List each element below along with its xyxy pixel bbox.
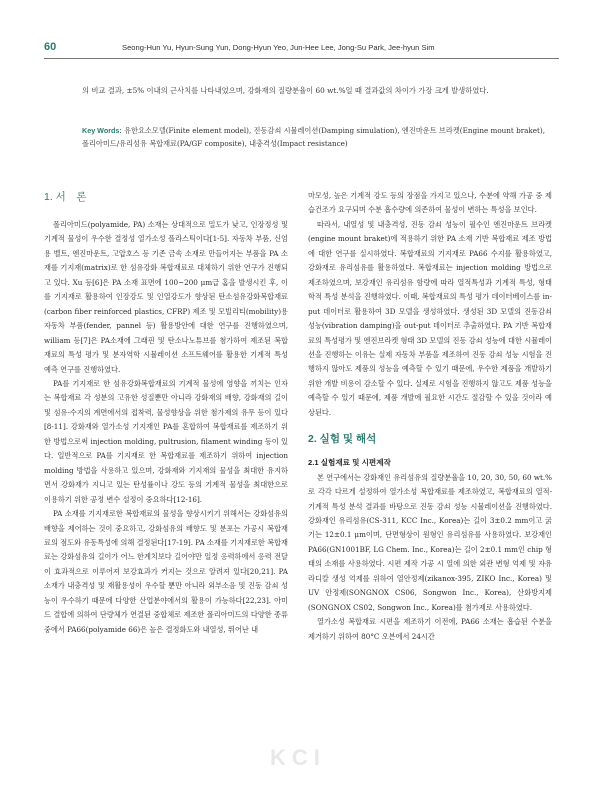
section-2-paragraph-1: 본 연구에서는 강화재인 유리섬유의 질량분율을 10, 20, 30, 50, 60 wt.%로 각각 다르게 설정하여 열가소성 복합재료를 제조하였고, 복합재료의 열적-기계적 특성 분석 결과를 바탕으로 진동 감쇠 성능 시뮬레이션을 진행하였다. 강화재인 유리섬유(CS-311, KCC Inc., Korea)는 길이 3±0.2 mm이고 굵기는 12±0.1 μm이며, 단면형상이 원형인 유리섬유를 사용하였다. 보강재인 PA66(GN1001BF, LG Chem. Inc., Korea)는 길이 2±0.1 mm인 chip 형태의 소재를 사용하였다. 시편 제작 가공 시 열에 의한 외관 변형 억제 및 자유라디칼 생성 억제를 위하여 열안정제(zikanox-395, ZIKO Inc., Korea) 및 UV 안정제(SONGNOX CS06, Songwon Inc., Korea), 산화방지제(SONGNOX CS02, Songwon Inc., Korea)를 첨가제로 사용하였다.: [308, 472, 552, 612]
subsection-2-1-title: 2.1 실험재료 및 시편제작: [308, 458, 391, 468]
abstract-tail: 의 비교 결과, ±5% 이내의 근사치를 나타내었으며, 강화재의 질량분율이 60 wt.%일 때 결과값의 차이가 가장 크게 발생하였다.: [82, 86, 489, 95]
section-1-title: 1. 서 론: [44, 191, 87, 203]
section-1-paragraph-2: PA를 기지재로 한 섬유강화복합재료의 기계적 물성에 영향을 끼치는 인자는 복합재료 각 성분의 고유한 성질뿐만 아니라 강화재의 배향, 강화재의 길이 및 섬유-수지의 계면에서의 접착력, 물성향상을 위한 첨가제의 유무 등이 있다[8-11]. 강화재와 열가소성 기지재인 PA를 혼합하여 복합재료를 제조하기 위한 방법으로써 injection molding, pultrusion, filament winding 등이 있다. 일반적으로 PA를 기지재로 한 복합재료를 제조하기 위하여 injection molding 방법을 사용하고 있으며, 강화재와 기지재의 물성을 최대한 유지하면서 강화재가 지니고 있는 탄성률이나 강도 등의 기계적 물성을 최대한으로 이용하기 위한 공정 변수 설정이 중요하다[12-16].: [44, 378, 288, 504]
section-1-paragraph-1: 폴리아미드(polyamide, PA) 소재는 상대적으로 밀도가 낮고, 인장정성 및 기계적 물성이 우수한 결정성 열가소성 플라스틱이다[1-5]. 자동차 부품, 신엄용 벨트, 엔진마운트, 고압호스 등 기존 금속 소재로 만들어지는 부품을 PA 소재를 기지재(matrix)로 한 섬유강화 복합재료로 대체하기 위한 연구가 진행되고 있다. Xu 등[6]은 PA 소재 표면에 100~200 μm급 홈을 발생시킨 후, 이를 기지재로 활용하여 인장강도 및 인열강도가 향상된 탄소섬유강화복합재료(carbon fiber reinforced plastics, CFRP) 제조 및 모빌리티(mobility)용 자동차 부품(fender, pannel 등) 활용방안에 대한 연구를 진행하였으며, william 등[7]은 PA소재에 그래핀 및 탄소나노튜브를 첨가하여 제조된 복합재료의 특성 평가 및 분자역학 시뮬레이션 소프트웨어를 활용한 기계적 특성 예측 연구를 진행하였다.: [44, 220, 288, 374]
section-1-paragraph-3: PA 소재를 기지재로한 복합재료의 물성을 향상시키기 위해서는 강화섬유의 배향을 제어하는 것이 중요하고, 강화섬유의 배향도 및 분포는 가공시 복합재료의 점도와 유동특성에 의해 결정된다[17-19]. PA 소재를 기지재로한 복합재료는 강화섬유의 길이가 어느 한계치보다 길어야만 일정 응력하에서 응력 전달이 효과적으로 이루어져 보강효과가 커지는 것으로 알려져 있다[20,21]. PA 소재가 내충격성 및 재활용성이 우수할 뿐만 아니라 외부소음 및 진동 감쇠 성능이 우수하기 때문에 다양한 산업분야에서의 활용이 가능하다[22,23]. 아미드 결합에 의하여 단량체가 연결된 중합체로 제조한 폴리아미드의 다양한 종류 중에서 PA66(polyamide 66)은 높은 결정화도와 내열성, 뛰어난 내: [44, 509, 288, 634]
page-number: 60: [44, 41, 57, 53]
keywords-text: 유한요소모델(Finite element model), 진동감쇠 시뮬레이션(Damping simulation), 엔진마운트 브라켓(Engine mount braket), 폴리아미드/유리섬유 복합재료(PA/GF composite), 내충격성(Impact resistance): [82, 126, 545, 148]
header-rule: [44, 58, 559, 59]
intro-paragraph-4: 따라서, 내열성 및 내충격성, 진동 감쇠 성능이 필수인 엔진마운트 브라켓(engine mount braket)에 적용하기 위한 PA 소재 기반 복합재료 제조 방법에 대한 연구를 실시하였다. 복합재료의 기지재로 PA66 수지를 활용하였고, 강화재로 유리섬유를 활용하였다. 복합재료는 injection molding 방법으로 제조하였으며, 보강재인 유리섬유 함량에 따라 열적특성과 기계적 특성, 형태학적 특성 분석을 진행하였다. 이때, 복합재료의 특성 평가 데이터베이스를 in-put 데이터로 활용하여 3D 모델을 생성하였다. 생성된 3D 모델의 진동감쇠 성능(vibration damping)을 out-put 데이터로 추출하였다. PA 기반 복합재료의 특성평가 및 엔진브라켓 형태 3D 모델의 진동 감쇠 성능에 대한 시뮬레이션을 진행하는 이유는 실제 자동차 부품을 제조하여 진동 감쇠 성능 시험을 진행하지 않아도 제품의 성능을 예측할 수 있기 때문에, 우수한 제품을 개발하기 위한 개발 비용이 감소할 수 있다. 실제로 시험을 진행하지 않고도 제품 성능을 예측할 수 있기 때문에, 제품 개발에 필요한 시간도 절감할 수 있을 것이라 예상된다.: [308, 219, 552, 417]
right-column: [308, 189, 552, 644]
left-column: [44, 190, 288, 637]
section-2-title: 2. 실험 및 해석: [308, 433, 377, 446]
keywords: [82, 125, 550, 151]
watermark: KCI: [270, 745, 326, 770]
continuation-paragraph: 마모성, 높은 기계적 강도 등의 장점을 가지고 있으나, 수분에 약해 가공 중 제습건조가 요구되며 수분 흡수량에 의존하여 물성이 변하는 특성을 보인다.: [308, 191, 552, 215]
keywords-label: Key Words:: [82, 126, 122, 135]
section-2-paragraph-2: 열가소성 복합재료 시편을 제조하기 이전에, PA66 소재는 흡습된 수분을 제거하기 위하여 80°C 오븐에서 24시간: [308, 617, 552, 641]
header-authors: Seong-Hun Yu, Hyun-Sung Yun, Dong-Hyun Yeo, Jun-Hee Lee, Jong-Su Park, Jee-hyun Sim: [122, 43, 435, 52]
